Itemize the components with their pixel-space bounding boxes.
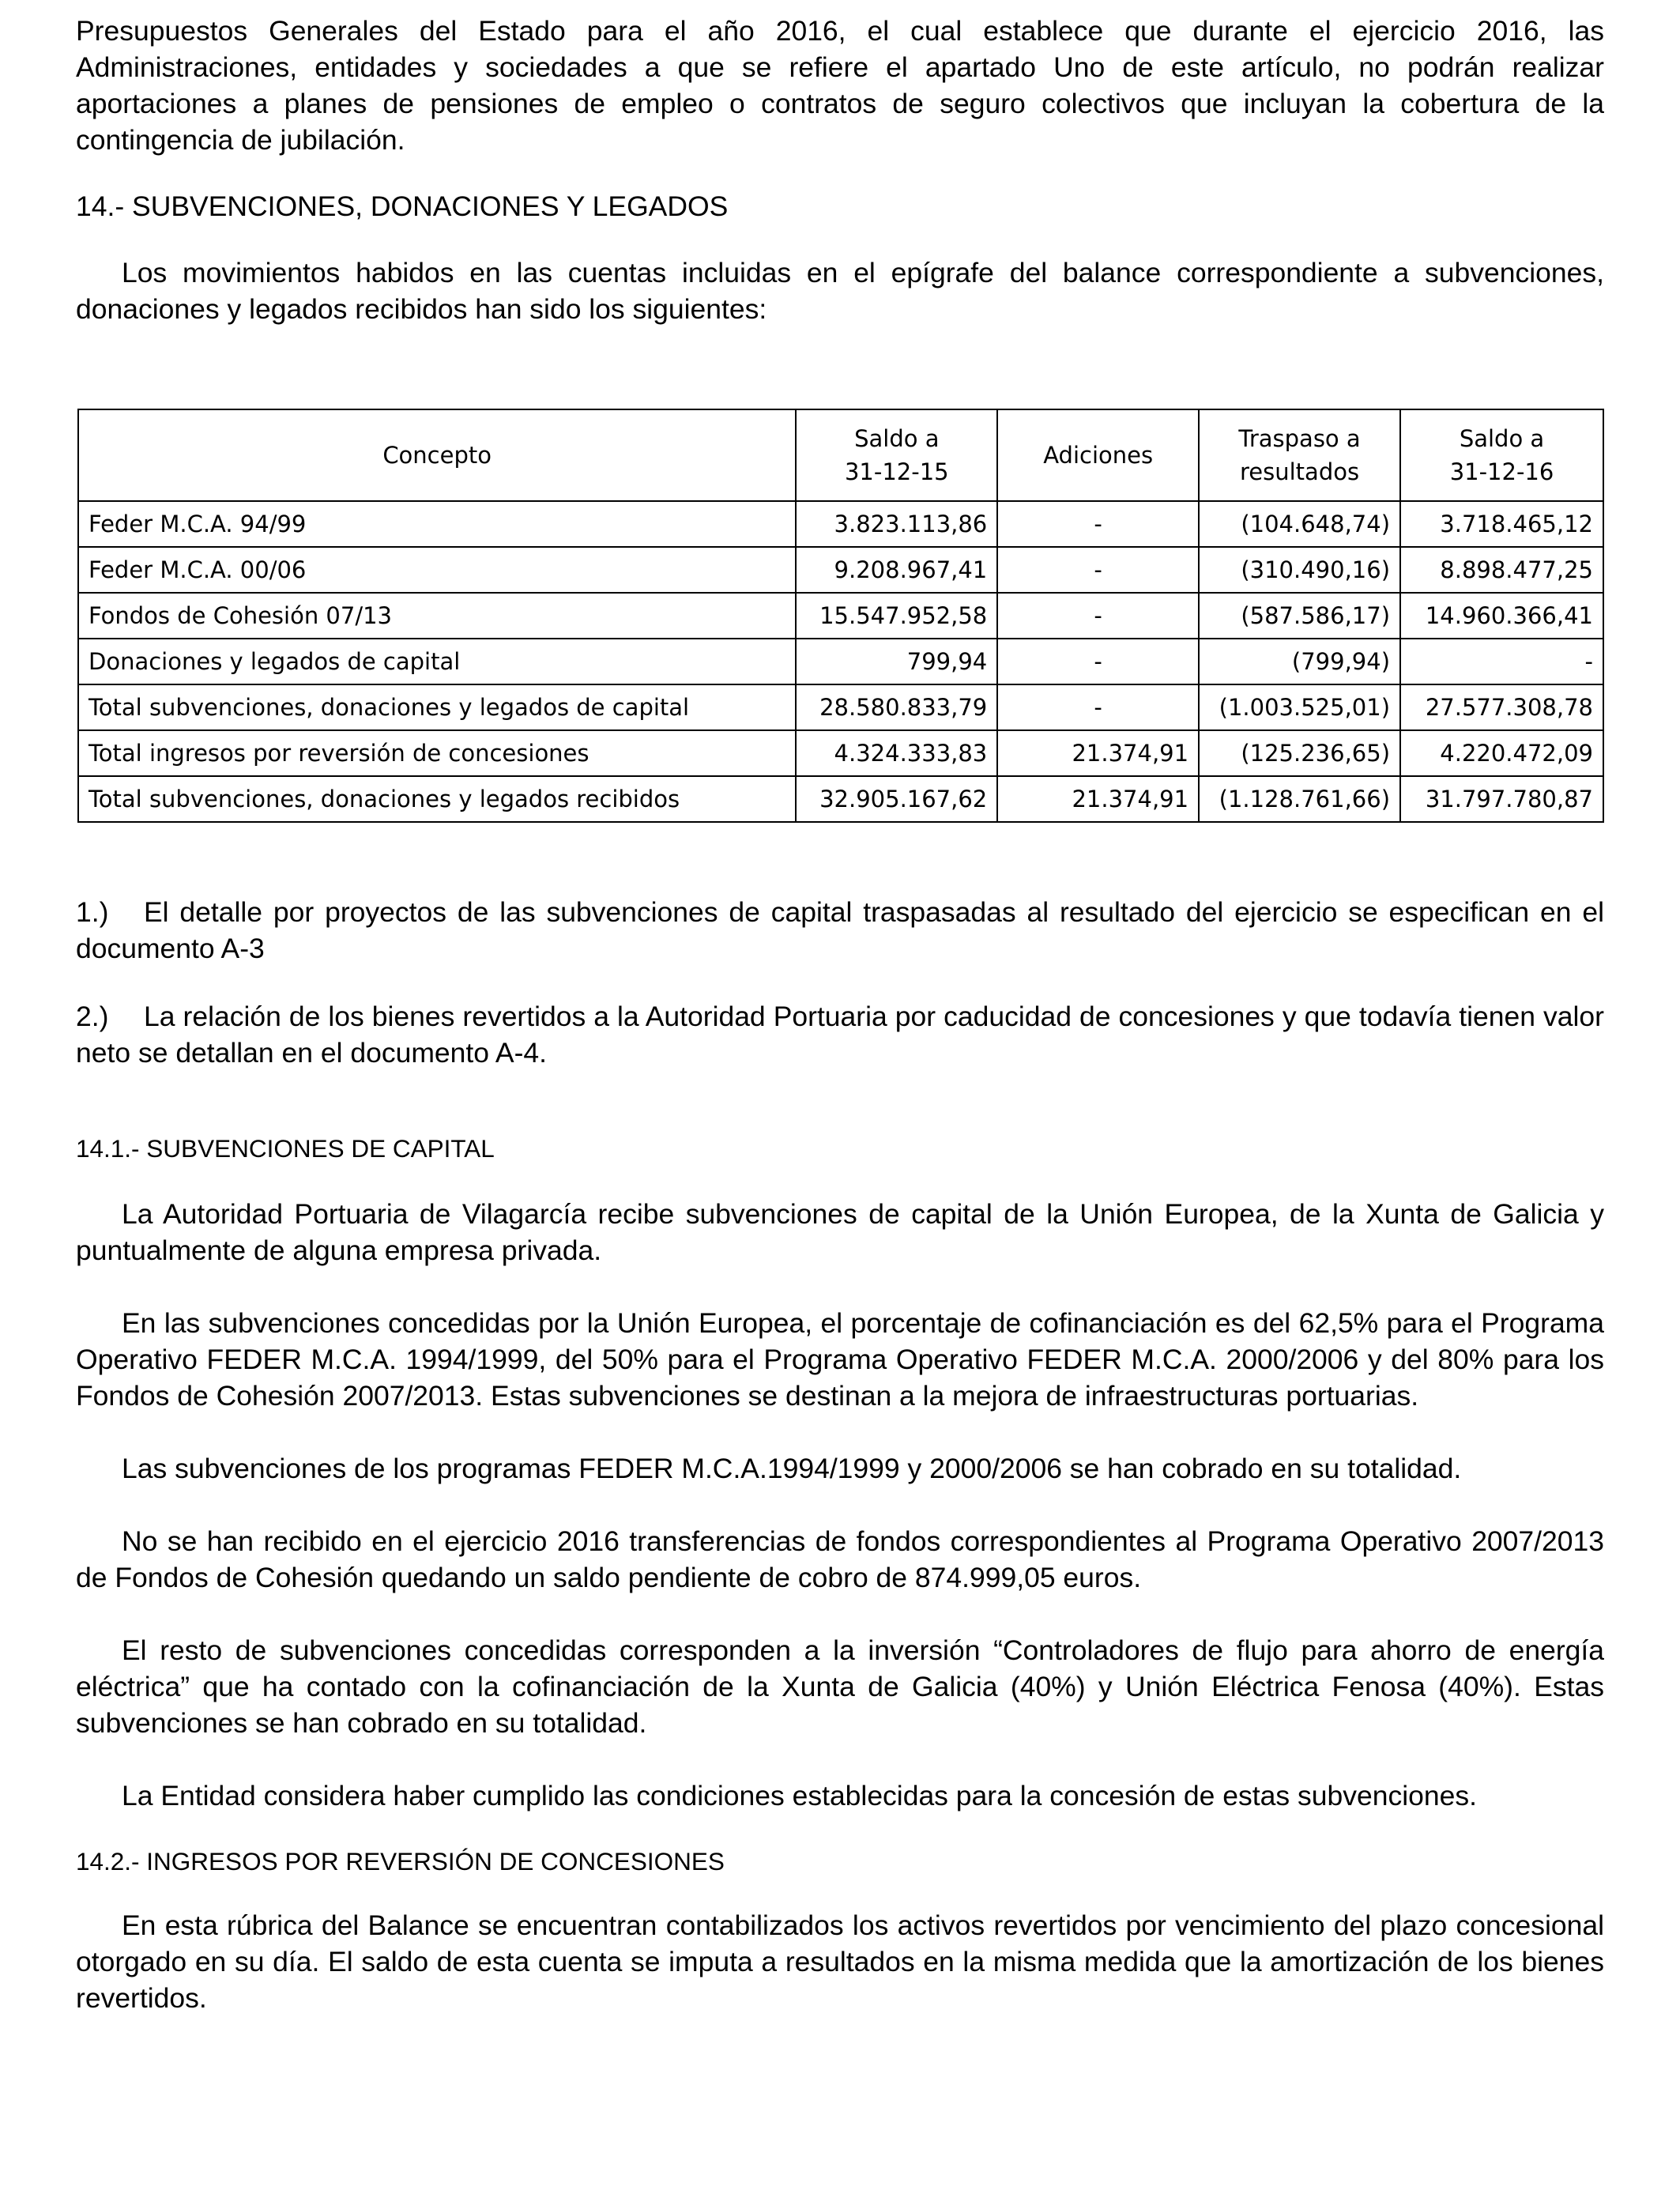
section-14-2-paragraph: En esta rúbrica del Balance se encuentran contabilizados los activos revertidos por vencimiento del plazo concesional otorgado en su día. El saldo de esta cuenta se imputa a resultados en la misma medida que la amortización de los bienes revertidos. [76,1909,1604,2014]
header-concepto: Concepto [78,409,796,501]
table-row [78,776,1603,822]
cell-adiciones: 21.374,91 [997,730,1199,776]
table-row [78,501,1603,547]
cell-saldo-15: 4.324.333,83 [796,730,997,776]
cell-traspaso: (1.128.761,66) [1199,776,1400,822]
document-page [76,13,1604,2016]
cell-saldo-16: 3.718.465,12 [1400,501,1603,547]
subvenciones-table [77,409,1604,823]
cell-traspaso: (104.648,74) [1199,501,1400,547]
cell-concepto: Feder M.C.A. 00/06 [78,547,796,593]
table-header-row [78,409,1603,501]
cell-traspaso: (587.586,17) [1199,593,1400,639]
table-row [78,684,1603,730]
table-row [78,730,1603,776]
section-14-1-paragraph: El resto de subvenciones concedidas corresponden a la inversión “Controladores de flujo para ahorro de energía eléctrica” que ha contado con la cofinanciación de la Xunta de Galicia (40%) y Unión Eléctrica Fenosa (40%). Estas subvenciones se han cobrado en su totalidad. [76,1634,1604,1739]
header-adiciones: Adiciones [997,409,1199,501]
header-saldo-final: Saldo a 31-12-16 [1400,409,1603,501]
cell-saldo-16: 31.797.780,87 [1400,776,1603,822]
cell-traspaso: (1.003.525,01) [1199,684,1400,730]
cell-saldo-15: 32.905.167,62 [796,776,997,822]
cell-concepto: Fondos de Cohesión 07/13 [78,593,796,639]
header-saldo-inicial: Saldo a 31-12-15 [796,409,997,501]
section-14-1-paragraph: La Autoridad Portuaria de Vilagarcía recibe subvenciones de capital de la Unión Europea, de la Xunta de Galicia y puntualmente de alguna empresa privada. [76,1198,1604,1266]
cell-saldo-15: 28.580.833,79 [796,684,997,730]
cell-saldo-16: 8.898.477,25 [1400,547,1603,593]
cell-saldo-16: 4.220.472,09 [1400,730,1603,776]
cell-concepto: Total subvenciones, donaciones y legados de capital [78,684,796,730]
cell-saldo-15: 799,94 [796,639,997,684]
section-14-1-heading: 14.1.- SUBVENCIONES DE CAPITAL [76,1134,495,1163]
cell-adiciones: - [997,684,1199,730]
section-14-2-heading: 14.2.- INGRESOS POR REVERSIÓN DE CONCESIONES [76,1847,725,1875]
cell-traspaso: (310.490,16) [1199,547,1400,593]
section-14-1-paragraph: La Entidad considera haber cumplido las condiciones establecidas para la concesión de estas subvenciones. [122,1780,1477,1811]
cell-saldo-16: 27.577.308,78 [1400,684,1603,730]
header-traspaso: Traspaso a resultados [1199,409,1400,501]
cell-concepto: Total subvenciones, donaciones y legados recibidos [78,776,796,822]
cell-concepto: Feder M.C.A. 94/99 [78,501,796,547]
cell-saldo-16: 14.960.366,41 [1400,593,1603,639]
cell-traspaso: (799,94) [1199,639,1400,684]
cell-adiciones: - [997,547,1199,593]
cell-adiciones: - [997,639,1199,684]
cell-adiciones: - [997,593,1199,639]
intro-paragraph: Presupuestos Generales del Estado para el año 2016, el cual establece que durante el ejercicio 2016, las Administraciones, entidades y sociedades a que se refiere el apartado Uno de este artículo, no podrán realizar aportaciones a planes de pensiones de empleo o contratos de seguro colectivos que incluyan la cobertura de la contingencia de jubilación. [76,15,1604,156]
cell-saldo-16: - [1400,639,1603,684]
note-number: 2.) [76,1001,109,1032]
cell-adiciones: 21.374,91 [997,776,1199,822]
cell-traspaso: (125.236,65) [1199,730,1400,776]
cell-saldo-15: 3.823.113,86 [796,501,997,547]
cell-saldo-15: 9.208.967,41 [796,547,997,593]
cell-adiciones: - [997,501,1199,547]
section-14-1-paragraph: Las subvenciones de los programas FEDER M.C.A.1994/1999 y 2000/2006 se han cobrado en su totalidad. [122,1453,1462,1484]
section-14-heading: 14.- SUBVENCIONES, DONACIONES Y LEGADOS [76,190,729,222]
note-number: 1.) [76,896,109,928]
note-1 [76,894,1604,967]
note-text: La relación de los bienes revertidos a la Autoridad Portuaria por caducidad de concesiones y que todavía tienen valor neto se detallan en el documento A-4. [76,1001,1604,1069]
note-text: El detalle por proyectos de las subvenciones de capital traspasadas al resultado del ejercicio se especifican en el documento A-3 [76,896,1604,964]
cell-saldo-15: 15.547.952,58 [796,593,997,639]
cell-concepto: Donaciones y legados de capital [78,639,796,684]
section-14-1-paragraph: En las subvenciones concedidas por la Unión Europea, el porcentaje de cofinanciación es del 62,5% para el Programa Operativo FEDER M.C.A. 1994/1999, del 50% para el Programa Operativo FEDER M.C.A. 2000/2006 y del 80% para los Fondos de Cohesión 2007/2013. Estas subvenciones se destinan a la mejora de infraestructuras portuarias. [76,1307,1604,1412]
table-row [78,639,1603,684]
table-row [78,547,1603,593]
section-14-1-paragraph: No se han recibido en el ejercicio 2016 transferencias de fondos correspondientes al Programa Operativo 2007/2013 de Fondos de Cohesión quedando un saldo pendiente de cobro de 874.999,05 euros. [76,1525,1604,1593]
section-14-paragraph: Los movimientos habidos en las cuentas incluidas en el epígrafe del balance correspondiente a subvenciones, donaciones y legados recibidos han sido los siguientes: [76,257,1604,325]
table-row [78,593,1603,639]
note-2 [76,998,1604,1071]
cell-concepto: Total ingresos por reversión de concesiones [78,730,796,776]
